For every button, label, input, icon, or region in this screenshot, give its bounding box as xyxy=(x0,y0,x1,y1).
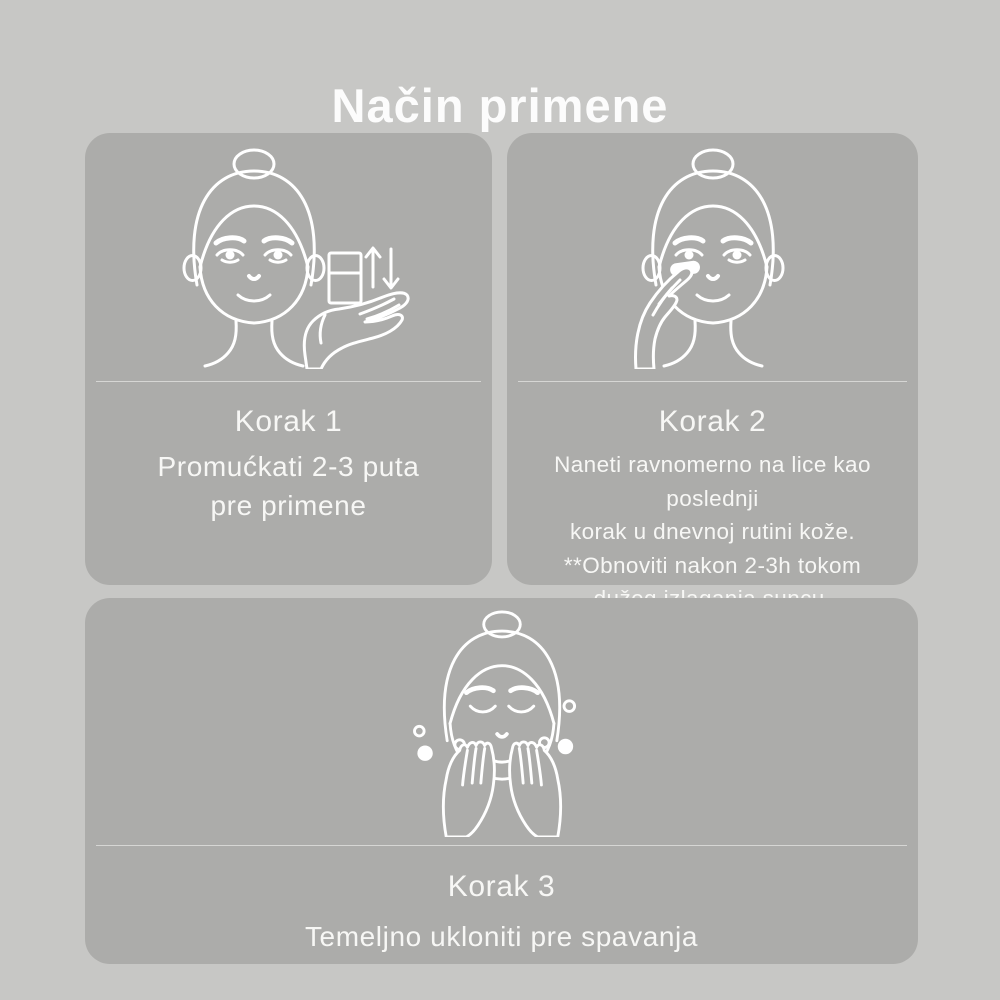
step-1-description-line: Promućkati 2-3 puta xyxy=(157,451,420,482)
step-3-illustration xyxy=(85,598,918,845)
step-2-illustration xyxy=(507,133,918,381)
shake-bottle-face-icon xyxy=(158,145,420,369)
step-1-heading: Korak 1 xyxy=(234,405,343,438)
step-2-heading: Korak 2 xyxy=(658,405,767,438)
step-1-description-line: pre primene xyxy=(210,489,367,521)
step-2-description-line: korak u dnevnoj rutini kože. xyxy=(569,519,856,544)
page-title: Način primene xyxy=(331,79,669,133)
card-divider xyxy=(96,381,481,382)
card-divider xyxy=(96,845,907,846)
apply-under-eye-face-icon xyxy=(606,145,820,369)
step-3-heading: Korak 3 xyxy=(447,870,556,903)
step-card-1 xyxy=(85,133,492,585)
step-card-3 xyxy=(85,598,918,964)
step-card-2 xyxy=(507,133,918,585)
card-divider xyxy=(518,381,907,382)
step-2-description-line: Naneti ravnomerno na lice kao poslednji xyxy=(554,452,871,511)
step-1-illustration xyxy=(85,133,492,381)
step-2-description-line: **Obnoviti nakon 2-3h tokom xyxy=(563,552,862,578)
step-3-description-line: Temeljno ukloniti pre spavanja xyxy=(304,921,699,952)
wash-face-icon xyxy=(377,606,627,837)
